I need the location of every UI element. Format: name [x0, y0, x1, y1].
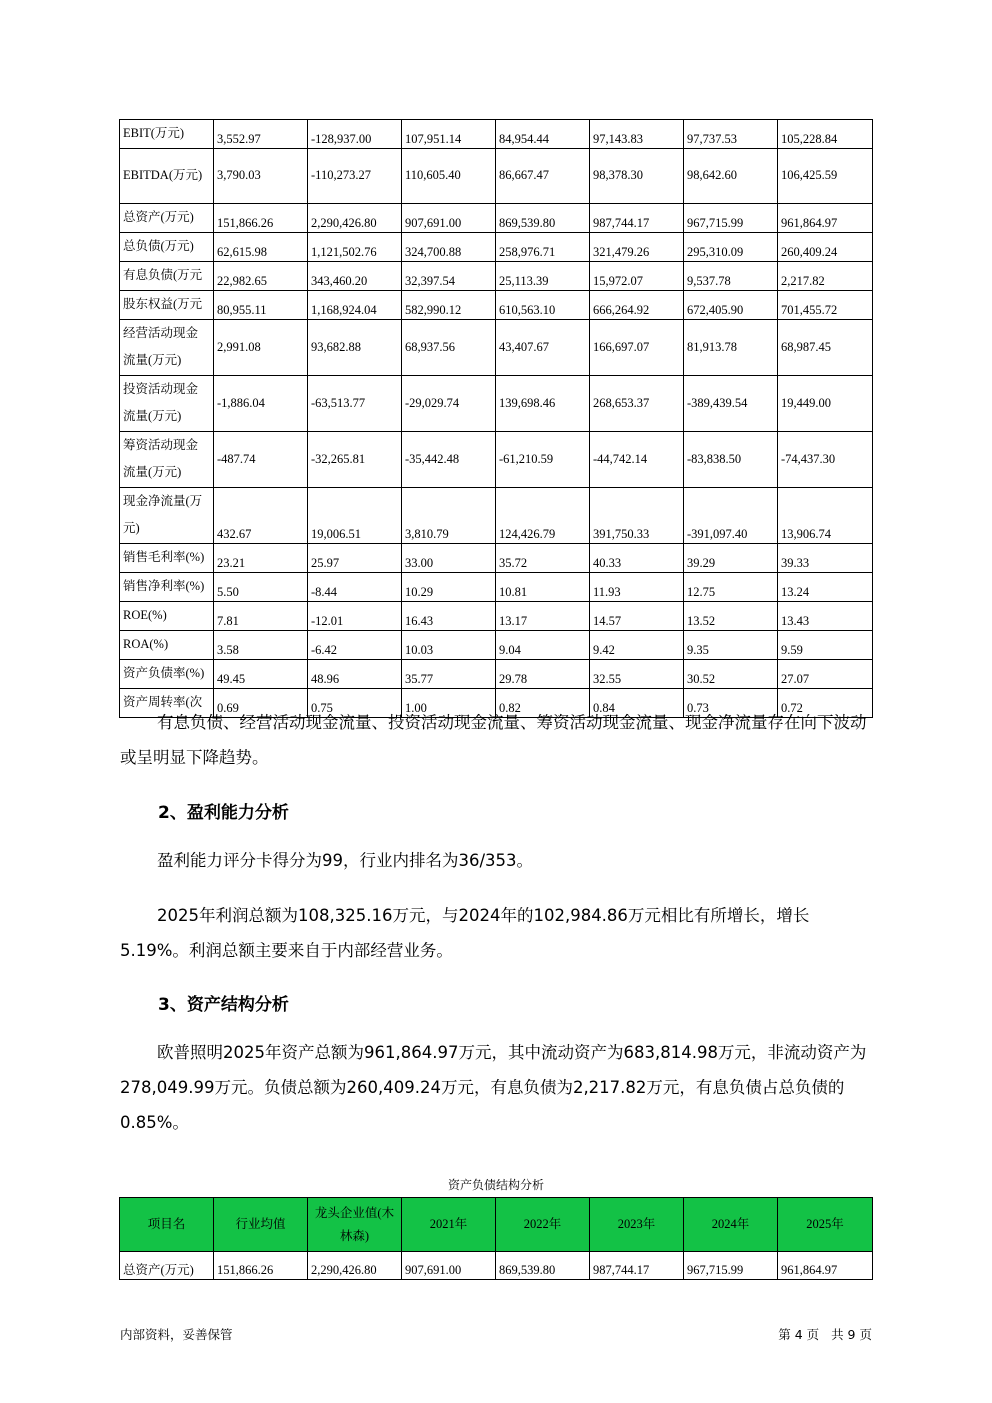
cell-value: -391,097.40	[684, 488, 778, 544]
table-row	[120, 376, 873, 432]
cell-value: 666,264.92	[590, 291, 684, 320]
cell-value: 12.75	[684, 573, 778, 602]
table-row	[120, 262, 873, 291]
cell-value: 907,691.00	[402, 1252, 496, 1280]
balance-table-caption: 资产负债结构分析	[447, 1178, 544, 1192]
row-label: EBIT(万元)	[120, 120, 214, 149]
cell-value: -128,937.00	[308, 120, 402, 149]
cell-value: 987,744.17	[590, 1252, 684, 1280]
cell-value: 13.24	[778, 573, 873, 602]
row-label: EBITDA(万元)	[120, 149, 214, 204]
cell-value: -110,273.27	[308, 149, 402, 204]
cell-value: 2,290,426.80	[308, 1252, 402, 1280]
cell-value: -29,029.74	[402, 376, 496, 432]
cell-value: 3,552.97	[214, 120, 308, 149]
cell-value: -32,265.81	[308, 432, 402, 488]
cell-value: 16.43	[402, 602, 496, 631]
cell-value: 105,228.84	[778, 120, 873, 149]
column-header: 2024年	[684, 1198, 778, 1252]
cell-value: 15,972.07	[590, 262, 684, 291]
row-label: 总资产(万元)	[120, 204, 214, 233]
table-row	[120, 291, 873, 320]
cell-value: 97,737.53	[684, 120, 778, 149]
row-label: 现金净流量(万元)	[120, 488, 214, 544]
cell-value: 68,987.45	[778, 320, 873, 376]
cell-value: 907,691.00	[402, 204, 496, 233]
row-label: 投资活动现金流量(万元)	[120, 376, 214, 432]
cell-value: 29.78	[496, 660, 590, 689]
table-row	[120, 149, 873, 204]
cell-value: 22,982.65	[214, 262, 308, 291]
column-header: 2025年	[778, 1198, 873, 1252]
cell-value: 582,990.12	[402, 291, 496, 320]
cell-value: 1,121,502.76	[308, 233, 402, 262]
row-label: 股东权益(万元	[120, 291, 214, 320]
cell-value: 33.00	[402, 544, 496, 573]
cell-value: 13.52	[684, 602, 778, 631]
cell-value: 1,168,924.04	[308, 291, 402, 320]
cell-value: 39.29	[684, 544, 778, 573]
cell-value: 166,697.07	[590, 320, 684, 376]
cell-value: 13.43	[778, 602, 873, 631]
cell-value: 1.00	[402, 689, 496, 718]
cell-value: 10.29	[402, 573, 496, 602]
cell-value: 0.73	[684, 689, 778, 718]
asset-structure-paragraph: 欧普照明2025年资产总额为961,864.97万元，其中流动资产为683,814.98万元，非流动资产为278,049.99万元。负债总额为260,409.24万元，有息负债为2,217.82万元，有息负债占总负债的0.85%。	[120, 1043, 867, 1132]
cell-value: 39.33	[778, 544, 873, 573]
cell-value: 35.77	[402, 660, 496, 689]
profit-total-paragraph: 2025年利润总额为108,325.16万元，与2024年的102,984.86万元相比有所增长，增长5.19%。利润总额主要来自于内部经营业务。	[120, 906, 810, 960]
cell-value: 98,642.60	[684, 149, 778, 204]
cell-value: 987,744.17	[590, 204, 684, 233]
cell-value: -74,437.30	[778, 432, 873, 488]
profit-score-paragraph: 盈利能力评分卡得分为99，行业内排名为36/353。	[157, 851, 534, 870]
trend-paragraph: 有息负债、经营活动现金流量、投资活动现金流量、筹资活动现金流量、现金净流量存在向下波动或呈明显下降趋势。	[120, 713, 867, 767]
footer-page-number: 第 4 页 共 9 页	[778, 1327, 872, 1342]
cell-value: 961,864.97	[778, 204, 873, 233]
cell-value: 10.03	[402, 631, 496, 660]
cell-value: 324,700.88	[402, 233, 496, 262]
cell-value: -61,210.59	[496, 432, 590, 488]
cell-value: -12.01	[308, 602, 402, 631]
cell-value: 0.72	[778, 689, 873, 718]
balance-structure-table	[119, 1197, 873, 1280]
cell-value: 391,750.33	[590, 488, 684, 544]
column-header: 2023年	[590, 1198, 684, 1252]
cell-value: 321,479.26	[590, 233, 684, 262]
cell-value: 9.42	[590, 631, 684, 660]
table-row	[120, 544, 873, 573]
cell-value: 869,539.80	[496, 1252, 590, 1280]
cell-value: 0.75	[308, 689, 402, 718]
cell-value: 432.67	[214, 488, 308, 544]
column-header: 行业均值	[214, 1198, 308, 1252]
row-label: 总负债(万元)	[120, 233, 214, 262]
column-header: 项目名	[120, 1198, 214, 1252]
cell-value: 19,006.51	[308, 488, 402, 544]
cell-value: -487.74	[214, 432, 308, 488]
cell-value: 268,653.37	[590, 376, 684, 432]
table-row	[120, 1252, 873, 1280]
cell-value: 701,455.72	[778, 291, 873, 320]
cell-value: 97,143.83	[590, 120, 684, 149]
cell-value: 23.21	[214, 544, 308, 573]
cell-value: 48.96	[308, 660, 402, 689]
financial-metrics-table	[119, 119, 873, 718]
cell-value: 0.82	[496, 689, 590, 718]
cell-value: 9,537.78	[684, 262, 778, 291]
cell-value: 260,409.24	[778, 233, 873, 262]
cell-value: 3.58	[214, 631, 308, 660]
cell-value: 86,667.47	[496, 149, 590, 204]
cell-value: 0.84	[590, 689, 684, 718]
cell-value: 961,864.97	[778, 1252, 873, 1280]
footer-confidential: 内部资料，妥善保管	[120, 1327, 233, 1342]
cell-value: 106,425.59	[778, 149, 873, 204]
cell-value: 0.69	[214, 689, 308, 718]
cell-value: 10.81	[496, 573, 590, 602]
cell-value: -389,439.54	[684, 376, 778, 432]
cell-value: 11.93	[590, 573, 684, 602]
cell-value: -8.44	[308, 573, 402, 602]
cell-value: 30.52	[684, 660, 778, 689]
row-label: 筹资活动现金流量(万元)	[120, 432, 214, 488]
cell-value: 295,310.09	[684, 233, 778, 262]
cell-value: -6.42	[308, 631, 402, 660]
cell-value: 49.45	[214, 660, 308, 689]
cell-value: -83,838.50	[684, 432, 778, 488]
row-label: ROE(%)	[120, 602, 214, 631]
table-row	[120, 488, 873, 544]
cell-value: -63,513.77	[308, 376, 402, 432]
cell-value: 40.33	[590, 544, 684, 573]
table-row	[120, 660, 873, 689]
cell-value: 343,460.20	[308, 262, 402, 291]
cell-value: 110,605.40	[402, 149, 496, 204]
row-label: 销售净利率(%)	[120, 573, 214, 602]
table-row	[120, 602, 873, 631]
table-row	[120, 233, 873, 262]
table-row	[120, 204, 873, 233]
cell-value: 9.59	[778, 631, 873, 660]
column-header: 龙头企业值(木林森)	[308, 1198, 402, 1252]
cell-value: 80,955.11	[214, 291, 308, 320]
row-label: 总资产(万元)	[120, 1252, 214, 1280]
cell-value: 151,866.26	[214, 204, 308, 233]
cell-value: 9.35	[684, 631, 778, 660]
cell-value: 2,991.08	[214, 320, 308, 376]
cell-value: 967,715.99	[684, 1252, 778, 1280]
cell-value: 35.72	[496, 544, 590, 573]
cell-value: 13,906.74	[778, 488, 873, 544]
cell-value: 32,397.54	[402, 262, 496, 291]
cell-value: 5.50	[214, 573, 308, 602]
cell-value: 93,682.88	[308, 320, 402, 376]
row-label: 有息负债(万元	[120, 262, 214, 291]
cell-value: -35,442.48	[402, 432, 496, 488]
cell-value: 84,954.44	[496, 120, 590, 149]
column-header: 2021年	[402, 1198, 496, 1252]
cell-value: 19,449.00	[778, 376, 873, 432]
cell-value: 43,407.67	[496, 320, 590, 376]
cell-value: 27.07	[778, 660, 873, 689]
cell-value: 62,615.98	[214, 233, 308, 262]
table-row	[120, 120, 873, 149]
balance-header-row	[120, 1198, 873, 1252]
table-row	[120, 631, 873, 660]
cell-value: 869,539.80	[496, 204, 590, 233]
cell-value: 68,937.56	[402, 320, 496, 376]
row-label: 销售毛利率(%)	[120, 544, 214, 573]
heading-profitability: 2、盈利能力分析	[158, 803, 289, 823]
cell-value: 967,715.99	[684, 204, 778, 233]
cell-value: 7.81	[214, 602, 308, 631]
cell-value: 25,113.39	[496, 262, 590, 291]
row-label: 资产周转率(次	[120, 689, 214, 718]
cell-value: 9.04	[496, 631, 590, 660]
cell-value: 3,810.79	[402, 488, 496, 544]
cell-value: 2,290,426.80	[308, 204, 402, 233]
cell-value: 32.55	[590, 660, 684, 689]
cell-value: 107,951.14	[402, 120, 496, 149]
cell-value: 13.17	[496, 602, 590, 631]
cell-value: 672,405.90	[684, 291, 778, 320]
cell-value: 81,913.78	[684, 320, 778, 376]
row-label: 经营活动现金流量(万元)	[120, 320, 214, 376]
table-row	[120, 432, 873, 488]
cell-value: 3,790.03	[214, 149, 308, 204]
cell-value: 25.97	[308, 544, 402, 573]
cell-value: 14.57	[590, 602, 684, 631]
table-row	[120, 320, 873, 376]
cell-value: 258,976.71	[496, 233, 590, 262]
cell-value: -1,886.04	[214, 376, 308, 432]
row-label: ROA(%)	[120, 631, 214, 660]
cell-value: 151,866.26	[214, 1252, 308, 1280]
heading-asset-structure: 3、资产结构分析	[158, 995, 289, 1015]
cell-value: -44,742.14	[590, 432, 684, 488]
column-header: 2022年	[496, 1198, 590, 1252]
table-row	[120, 573, 873, 602]
cell-value: 610,563.10	[496, 291, 590, 320]
cell-value: 139,698.46	[496, 376, 590, 432]
row-label: 资产负债率(%)	[120, 660, 214, 689]
cell-value: 98,378.30	[590, 149, 684, 204]
cell-value: 2,217.82	[778, 262, 873, 291]
cell-value: 124,426.79	[496, 488, 590, 544]
